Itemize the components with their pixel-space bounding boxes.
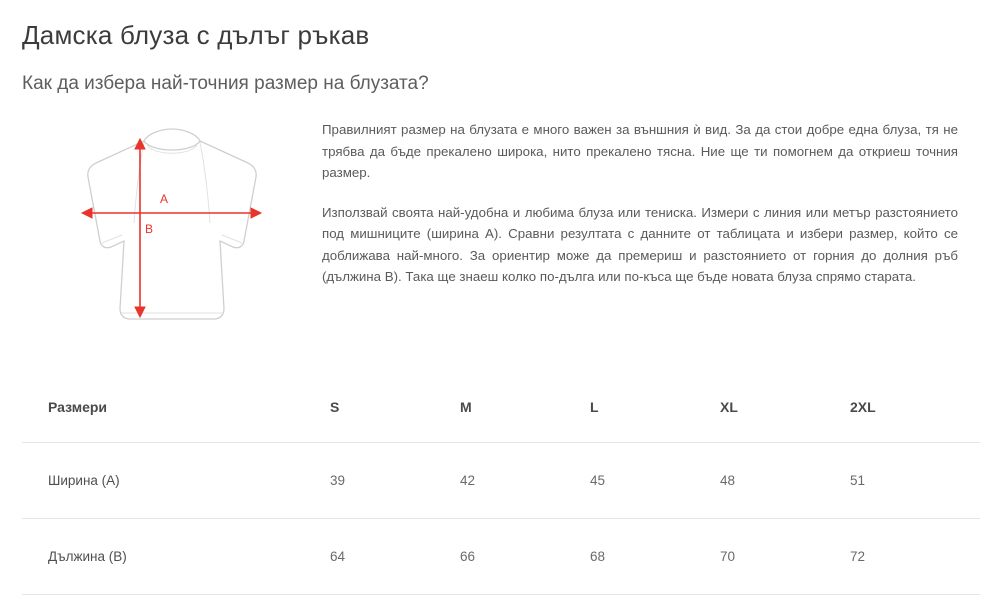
cell-length-s: 64: [330, 519, 460, 595]
column-header-m: M: [460, 399, 472, 415]
column-header-l: L: [590, 399, 599, 415]
cell-width-m: 42: [460, 443, 590, 519]
page-title: Дамска блуза с дълъг ръкав: [22, 20, 370, 50]
cell-length-l: 68: [590, 519, 720, 595]
table-row: [22, 443, 980, 519]
cell-length-m: 66: [460, 519, 590, 595]
intro-section: [22, 117, 972, 338]
blouse-illustration-icon: [52, 123, 292, 338]
cell-length-xl: 70: [720, 519, 850, 595]
figure-label-a: A: [160, 192, 169, 206]
intro-text: [322, 117, 972, 288]
column-header-sizes: Размери: [48, 399, 108, 415]
size-guide-page: [0, 20, 994, 611]
table-header-row: [22, 372, 980, 443]
column-header-xl: XL: [720, 399, 738, 415]
table-row: [22, 519, 980, 595]
figure-label-b: B: [145, 222, 154, 236]
measurement-diagram: [22, 117, 322, 338]
cell-length-2xl: 72: [850, 519, 980, 595]
column-header-s: S: [330, 399, 340, 415]
paragraph-1: Правилният размер на блузата е много важен за външния ѝ вид. За да стои добре една блуза, тя не трябва да бъде прекалено широка, нито прекалено тясна. Ние ще ти помогнем да откриеш точния размер.: [322, 122, 958, 181]
page-subtitle: Как да избера най-точния размер на блузата?: [22, 73, 429, 94]
cell-width-l: 45: [590, 443, 720, 519]
row-label-width: Ширина (A): [22, 443, 330, 519]
cell-width-2xl: 51: [850, 443, 980, 519]
size-chart-table: [22, 372, 980, 595]
column-header-2xl: 2XL: [850, 399, 876, 415]
cell-width-s: 39: [330, 443, 460, 519]
paragraph-2: Използвай своята най-удобна и любима блуза или тениска. Измери с линия или метър разстоянието под мишниците (ширина A). Сравни резултата с данните от таблицата и избери размер, който се доближава най-много. За ориентир може да премериш и разстоянието от горния до долния ръб (дължина B). Така ще знаеш колко по-дълга или по-къса ще бъде новата блуза спрямо старата.: [322, 204, 958, 285]
row-label-length: Дължина (B): [22, 519, 330, 595]
cell-width-xl: 48: [720, 443, 850, 519]
